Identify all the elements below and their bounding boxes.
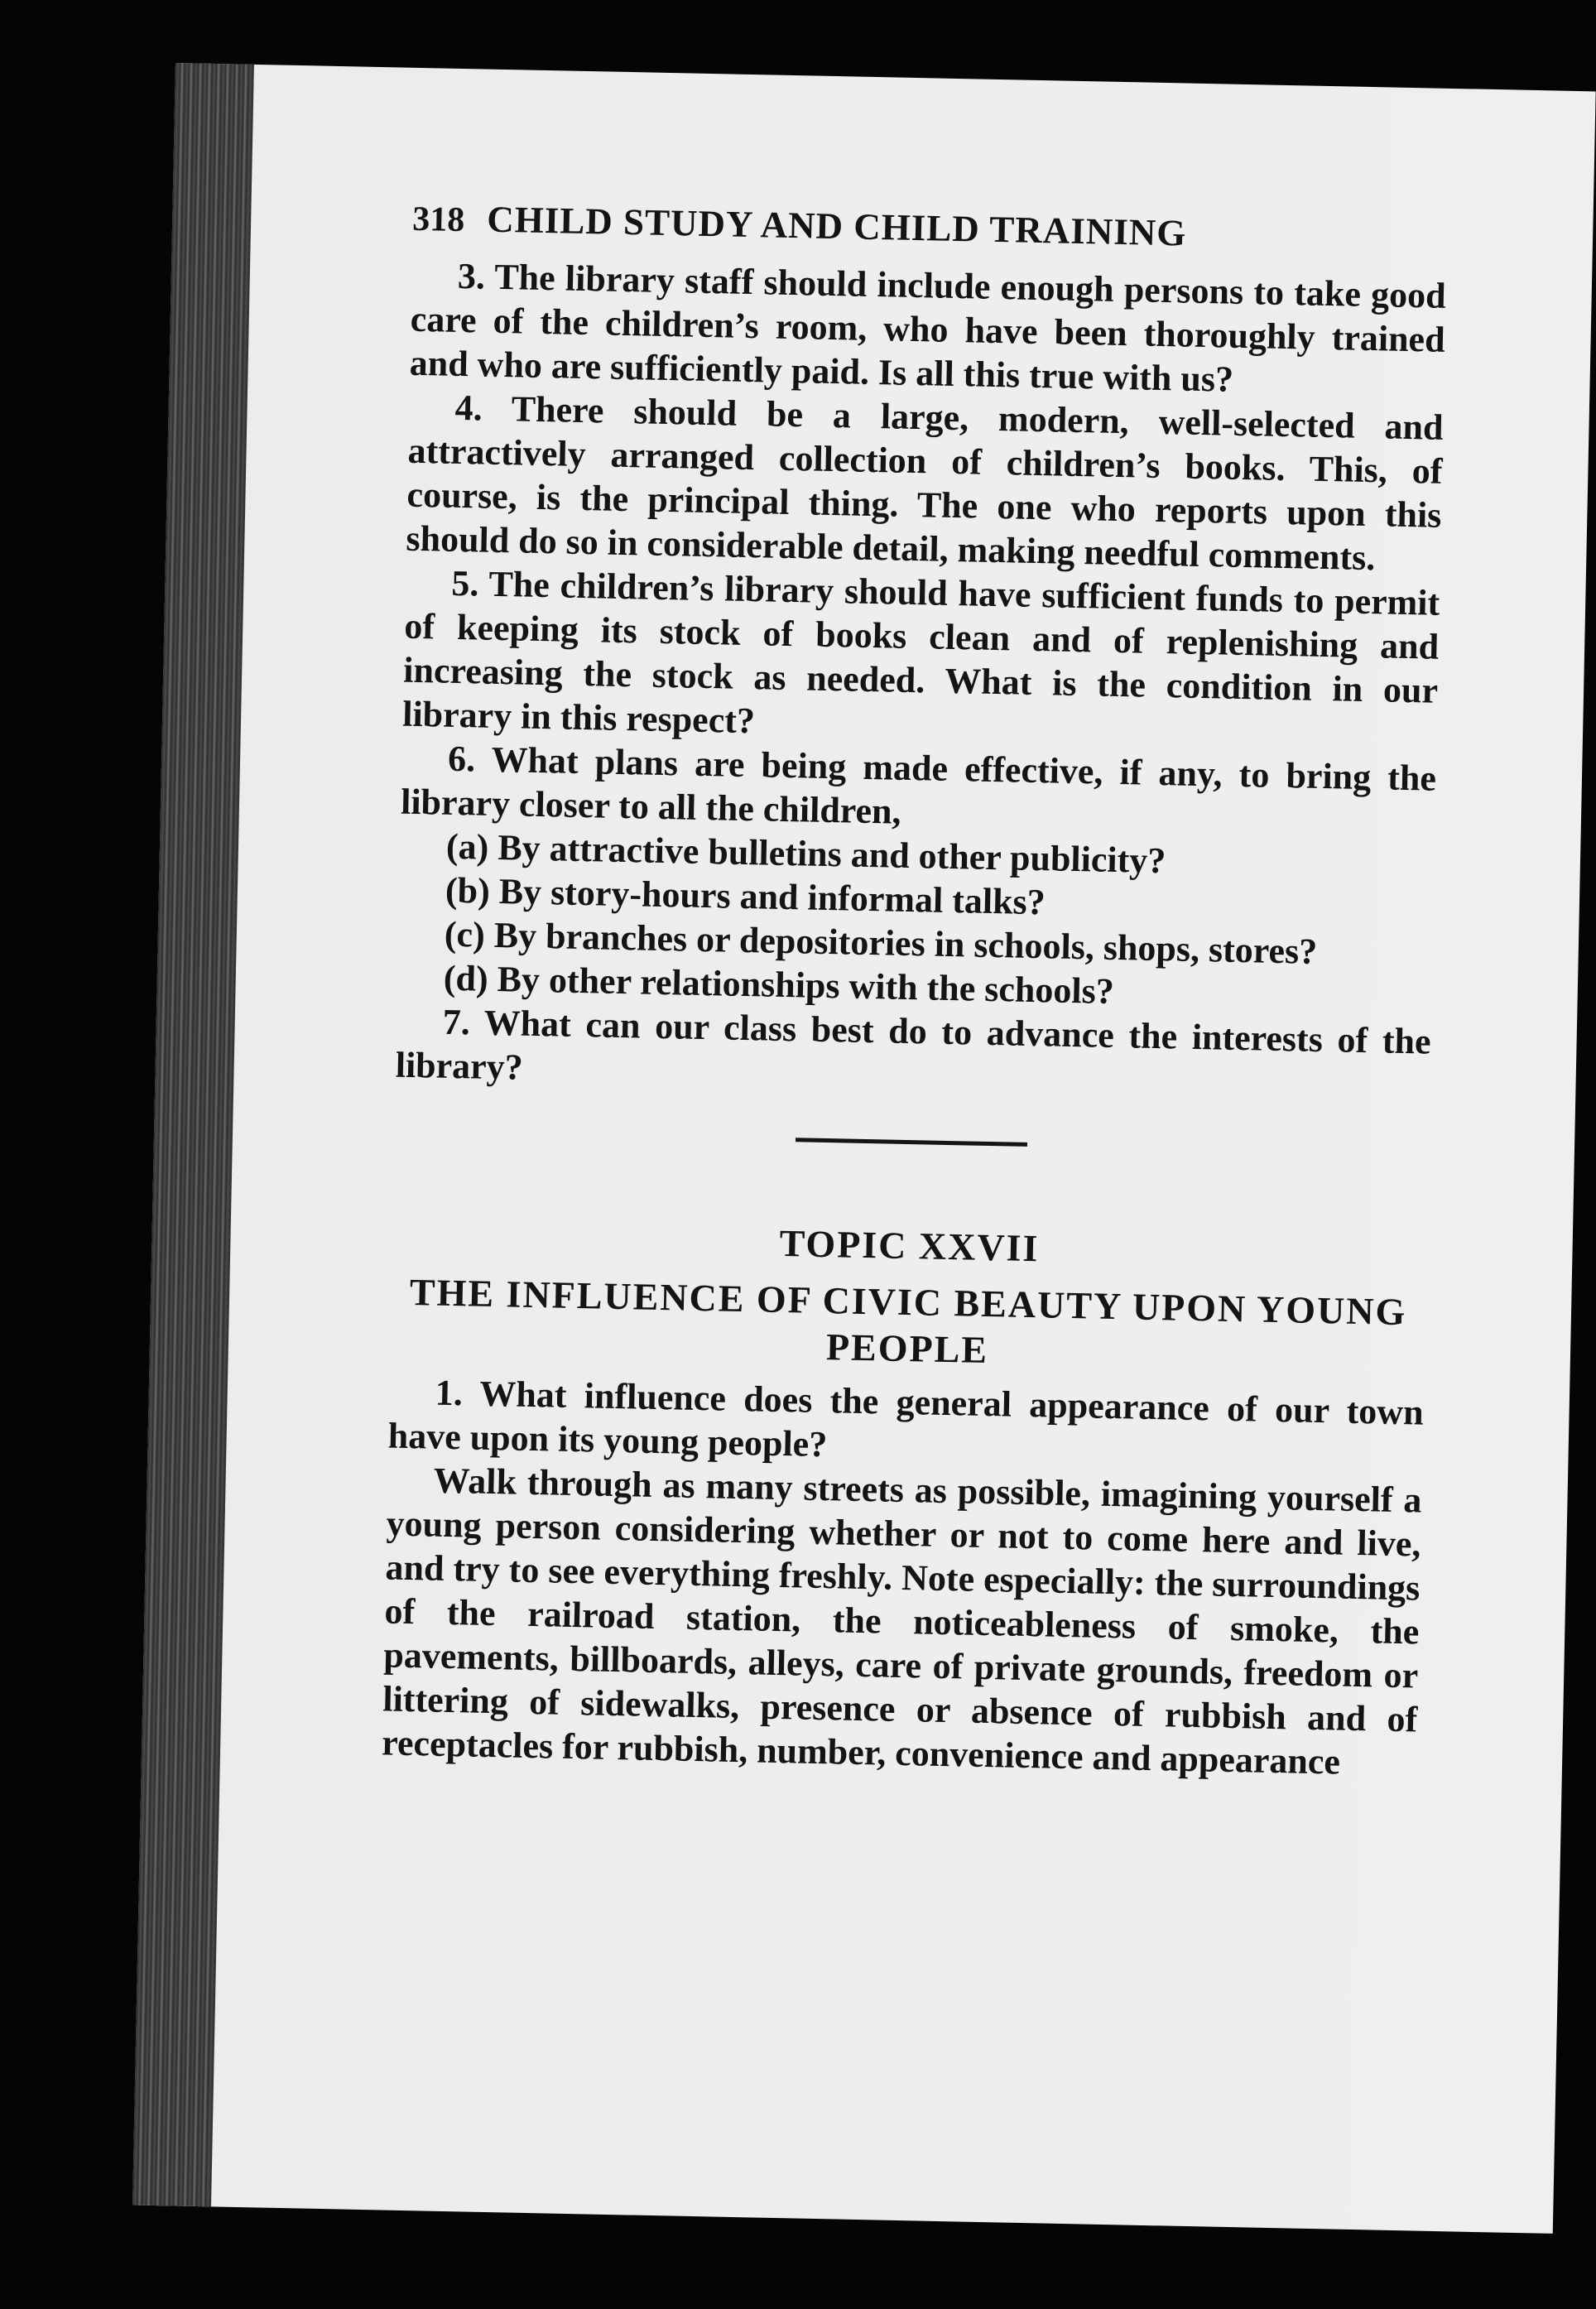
section-divider-rule [796, 1138, 1027, 1147]
page-content [382, 196, 1448, 1786]
topic-paragraph-1: 1. What influence does the general appearance of our town have upon its young people? [387, 1372, 1425, 1465]
page-number: 318 [411, 200, 465, 240]
paragraph-3: 3. The library staff should include enough persons to take good care of the children’s room, who have been thoroughly trained and who are sufficiently paid. Is all this true with us? [409, 255, 1447, 400]
running-head [412, 196, 1448, 262]
sub-item-b: (b) By story-hours and informal talks? [445, 869, 1046, 923]
book-page [132, 63, 1596, 2234]
running-title: CHILD STUDY AND CHILD TRAINING [486, 198, 1187, 254]
paragraph-6: 6. What plans are being made effective, if any, to bring the library closer to all the children, [400, 738, 1437, 832]
paragraph-4: 4. There should be a large, modern, well-selected and attractively arranged collection of children’s books. This, of course, is the principal thing. The one who reports upon this should do so in considerable detail, making needful comments. [406, 387, 1444, 579]
sub-item-a: (a) By attractive bulletins and other publicity? [445, 825, 1166, 882]
sub-item-d: (d) By other relationships with the schools? [443, 957, 1115, 1012]
topic-number: TOPIC XXVII [779, 1221, 1040, 1270]
paragraph-5: 5. The children’s library should have sufficient funds to permit of keeping its stock of books clean and of replenishing and increasing the stock as needed. What is the condition in our library in this respect? [401, 562, 1440, 742]
paragraph-7: 7. What can our class best do to advance the interests of the library? [395, 1001, 1432, 1088]
topic-paragraph-2: Walk through as many streets as possible, imagining yourself a young person considering whether or not to come here and live, and try to see everything freshly. Note especially: the surroundings of the railroad station, the noticeableness of smoke, the pavements, billboards, alleys, care of private grounds, freedom or littering of sidewalks, presence or absence of rubbish and of receptacles for rubbish, number, convenience and appearance [381, 1460, 1422, 1782]
sub-item-c: (c) By branches or depositories in schools, shops, stores? [444, 913, 1318, 972]
topic-title: THE INFLUENCE OF CIVIC BEAUTY UPON YOUNG PEOPLE [409, 1270, 1407, 1372]
